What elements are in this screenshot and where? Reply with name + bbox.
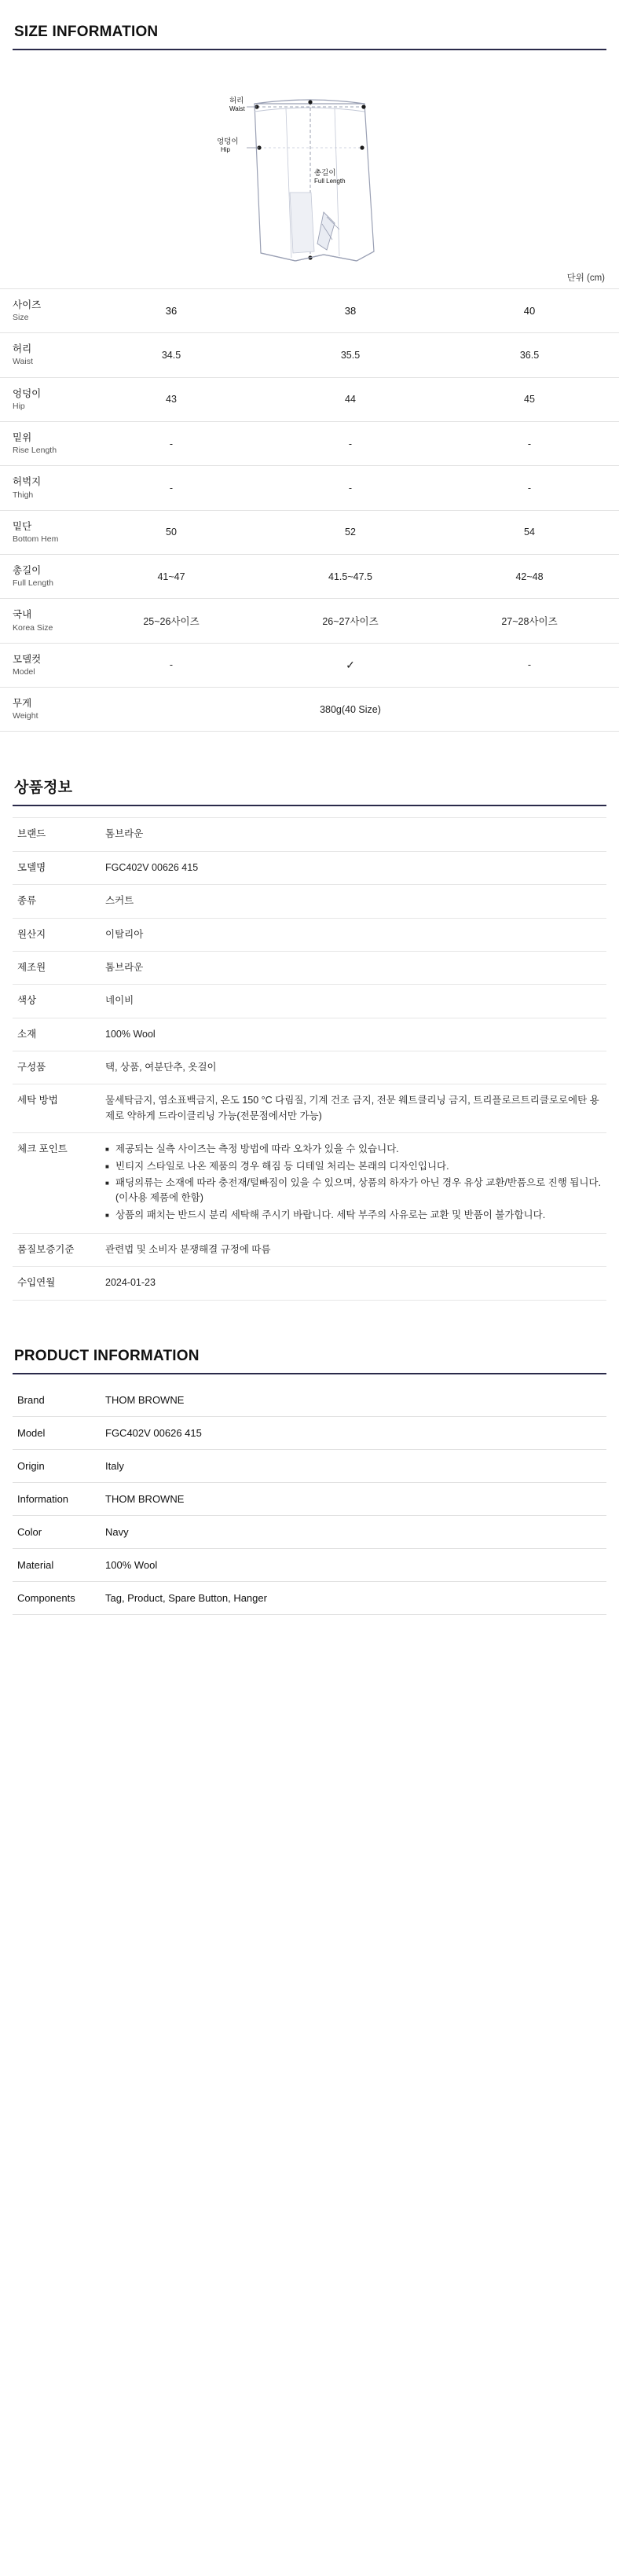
- product-information-key: Color: [13, 1515, 101, 1548]
- product-information-value: Navy: [101, 1515, 606, 1548]
- diagram-label-full-length-en: Full Length: [314, 178, 346, 185]
- product-information-value: Tag, Product, Spare Button, Hanger: [101, 1581, 606, 1614]
- size-cell: -: [440, 422, 619, 466]
- label-en: Bottom Hem: [13, 534, 59, 544]
- list-item: ■ 패딩의류는 소재에 따라 충전재/털빠짐이 있을 수 있으며, 상품의 하자가 아닌 경우 유상 교환/반품으로 진행 됩니다.(이사용 제품에 한함): [105, 1176, 602, 1206]
- table-row: [13, 1449, 606, 1482]
- table-row: [13, 1482, 606, 1515]
- label-kr: 허리: [13, 343, 32, 355]
- size-cell: 27~28사이즈: [440, 599, 619, 643]
- size-row-label: [0, 599, 82, 643]
- size-cell: -: [82, 643, 261, 687]
- table-row: [13, 1018, 606, 1051]
- label-en: Model: [13, 666, 35, 677]
- info-key: 품질보증기준: [13, 1234, 101, 1267]
- info-value: 2024-01-23: [101, 1267, 606, 1300]
- label-kr: 무게: [13, 698, 32, 710]
- info-value: 택, 상품, 여분단추, 옷걸이: [101, 1051, 606, 1084]
- info-key: 세탁 방법: [13, 1084, 101, 1133]
- size-cell: -: [82, 466, 261, 510]
- size-column-header: 38: [261, 289, 440, 333]
- label-kr: 허벅지: [13, 476, 42, 488]
- list-item: ■ 제공되는 실측 사이즈는 측정 방법에 따라 오차가 있을 수 있습니다.: [105, 1142, 602, 1157]
- info-value: [101, 1133, 606, 1234]
- size-row-label: [0, 643, 82, 687]
- table-row: [13, 1515, 606, 1548]
- table-row: [13, 1416, 606, 1449]
- label-kr: 엉덩이: [13, 387, 42, 399]
- diagram-label-hip-kr: 엉덩이: [217, 138, 239, 146]
- info-value: 관련법 및 소비자 분쟁해결 규정에 따름: [101, 1234, 606, 1267]
- table-row: [0, 599, 619, 643]
- product-information-value: 100% Wool: [101, 1548, 606, 1581]
- table-row: [0, 466, 619, 510]
- size-cell: 41~47: [82, 555, 261, 599]
- diagram-label-waist-kr: 허리: [229, 97, 244, 105]
- label-kr: 사이즈: [13, 299, 42, 310]
- table-row: [13, 1384, 606, 1417]
- list-item: ■ 빈티지 스타일로 나온 제품의 경우 해짐 등 디테일 처리는 본래의 디자인입니다.: [105, 1159, 602, 1174]
- info-value: 100% Wool: [101, 1018, 606, 1051]
- size-cell: 44: [261, 377, 440, 421]
- size-cell: 43: [82, 377, 261, 421]
- table-row: [13, 851, 606, 884]
- page-title-product-information: PRODUCT INFORMATION: [13, 1348, 606, 1374]
- size-row-label: [0, 688, 82, 732]
- size-cell: -: [82, 422, 261, 466]
- size-column-header: 36: [82, 289, 261, 333]
- table-row: [0, 643, 619, 687]
- info-value: 톰브라운: [101, 951, 606, 984]
- product-information-key: Origin: [13, 1449, 101, 1482]
- info-key: 수입연월: [13, 1267, 101, 1300]
- size-cell: -: [440, 643, 619, 687]
- size-table: [0, 288, 619, 732]
- size-cell: 50: [82, 510, 261, 554]
- product-info-table: [13, 817, 606, 1300]
- label-kr: 밑단: [13, 520, 32, 532]
- label-kr: 총길이: [13, 565, 42, 577]
- diagram-label-waist-en: Waist: [229, 105, 245, 112]
- table-row: [13, 818, 606, 851]
- size-row-label: [0, 422, 82, 466]
- table-row-weight: [0, 688, 619, 732]
- info-value: 네이비: [101, 985, 606, 1018]
- page-title-product-info: 상품정보: [13, 776, 606, 806]
- size-cell: -: [261, 422, 440, 466]
- product-information-value: FGC402V 00626 415: [101, 1416, 606, 1449]
- info-key: 소재: [13, 1018, 101, 1051]
- size-cell: 42~48: [440, 555, 619, 599]
- info-key: 체크 포인트: [13, 1133, 101, 1234]
- info-key: 브랜드: [13, 818, 101, 851]
- size-row-label: [0, 510, 82, 554]
- diagram-label-full-length-kr: 총길이: [314, 169, 336, 178]
- unit-note: 단위 (cm): [566, 273, 605, 283]
- info-value: 스커트: [101, 885, 606, 918]
- weight-value: 380g(40 Size): [82, 688, 619, 732]
- size-cell: 45: [440, 377, 619, 421]
- table-row-check-point: [13, 1133, 606, 1234]
- table-row: [13, 918, 606, 951]
- table-row: [0, 377, 619, 421]
- size-cell: ✓: [261, 643, 440, 687]
- product-detail-page: [0, 24, 619, 1646]
- table-row: [0, 510, 619, 554]
- label-en: Rise Length: [13, 446, 57, 456]
- skirt-diagram-svg: [129, 55, 490, 267]
- size-cell: 52: [261, 510, 440, 554]
- label-en: Weight: [13, 711, 38, 721]
- label-kr: 모델컷: [13, 653, 42, 665]
- size-cell: 26~27사이즈: [261, 599, 440, 643]
- size-cell: 41.5~47.5: [261, 555, 440, 599]
- size-column-header: 40: [440, 289, 619, 333]
- list-item: ■ 상품의 패치는 반드시 분리 세탁해 주시기 바랍니다. 세탁 부주의 사유로는 교환 및 반품이 불가합니다.: [105, 1208, 602, 1223]
- product-information-value: THOM BROWNE: [101, 1482, 606, 1515]
- info-value: 물세탁금지, 염소표백금지, 온도 150 °C 다림질, 기계 건조 금지, 전문 웨트클리닝 금지, 트리플로르트리클로로에탄 용제로 약하게 드라이클리닝 가능(전문점에서만 가능): [101, 1084, 606, 1133]
- product-information-value: THOM BROWNE: [101, 1384, 606, 1417]
- label-en: Korea Size: [13, 622, 53, 633]
- label-kr: 국내: [13, 609, 32, 621]
- product-information-key: Model: [13, 1416, 101, 1449]
- table-row: [0, 422, 619, 466]
- product-information-value: Italy: [101, 1449, 606, 1482]
- table-row: [0, 555, 619, 599]
- table-row: [13, 1234, 606, 1267]
- info-key: 종류: [13, 885, 101, 918]
- info-key: 제조원: [13, 951, 101, 984]
- table-row: [13, 1548, 606, 1581]
- table-row: [0, 289, 619, 333]
- label-en: Size: [13, 313, 29, 323]
- info-value: FGC402V 00626 415: [101, 851, 606, 884]
- table-row: [13, 985, 606, 1018]
- info-value: 톰브라운: [101, 818, 606, 851]
- table-row: [0, 333, 619, 377]
- label-en: Thigh: [13, 490, 34, 500]
- size-cell: 35.5: [261, 333, 440, 377]
- size-cell: -: [261, 466, 440, 510]
- label-en: Full Length: [13, 578, 53, 589]
- skirt-measurement-diagram: [0, 55, 619, 271]
- product-information-key: Components: [13, 1581, 101, 1614]
- info-key: 구성품: [13, 1051, 101, 1084]
- label-en: Waist: [13, 357, 33, 367]
- product-information-key: Material: [13, 1548, 101, 1581]
- product-information-key: Information: [13, 1482, 101, 1515]
- info-key: 모델명: [13, 851, 101, 884]
- size-cell: 36.5: [440, 333, 619, 377]
- table-row: [13, 1267, 606, 1300]
- size-row-label: [0, 555, 82, 599]
- size-row-label: [0, 289, 82, 333]
- product-information-table: [13, 1384, 606, 1615]
- table-row: [13, 1581, 606, 1614]
- diagram-label-hip-en: Hip: [221, 146, 231, 153]
- info-key: 원산지: [13, 918, 101, 951]
- size-row-label: [0, 333, 82, 377]
- page-title-size-information: SIZE INFORMATION: [13, 24, 606, 50]
- info-value: 이탈리아: [101, 918, 606, 951]
- table-row: [13, 1051, 606, 1084]
- table-row: [13, 951, 606, 984]
- size-row-label: [0, 466, 82, 510]
- info-key: 색상: [13, 985, 101, 1018]
- label-kr: 밑위: [13, 432, 32, 444]
- table-row: [13, 1084, 606, 1133]
- size-cell: -: [440, 466, 619, 510]
- product-information-key: Brand: [13, 1384, 101, 1417]
- label-en: Hip: [13, 401, 25, 411]
- size-cell: 34.5: [82, 333, 261, 377]
- table-row: [13, 885, 606, 918]
- size-row-label: [0, 377, 82, 421]
- check-point-list: [105, 1142, 602, 1223]
- size-cell: 54: [440, 510, 619, 554]
- size-cell: 25~26사이즈: [82, 599, 261, 643]
